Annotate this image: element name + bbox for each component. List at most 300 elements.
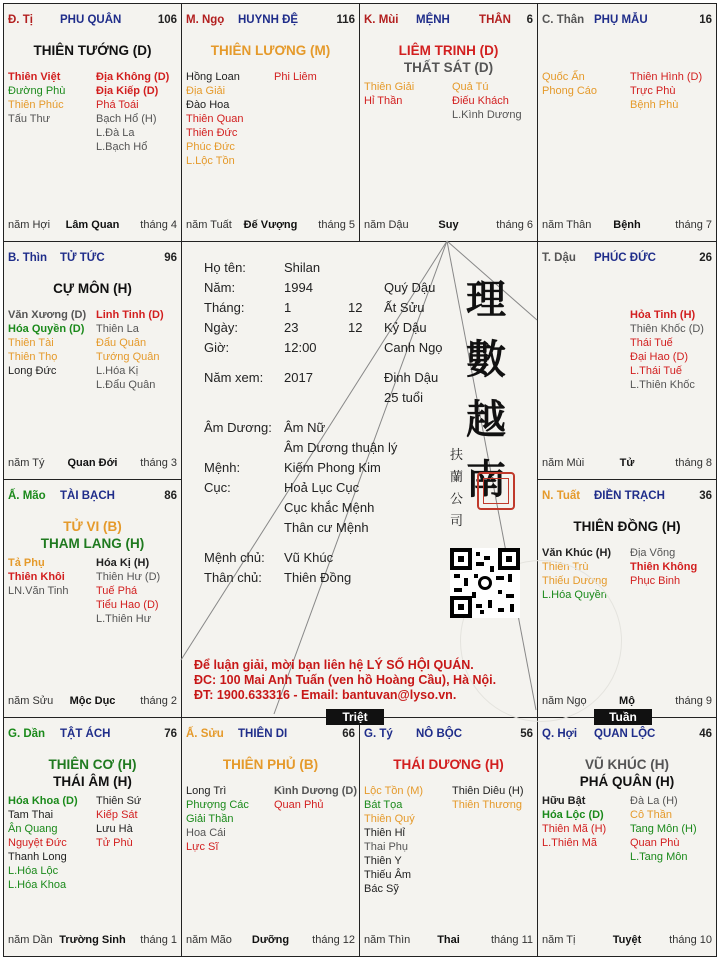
minor-star: Thiên Thọ — [8, 351, 58, 363]
minor-stars-left — [8, 70, 65, 126]
minor-star: L.Hóa Lộc — [8, 865, 59, 877]
main-stars — [360, 42, 537, 76]
palace-header — [364, 14, 533, 30]
palace-branch: Q. Hợi — [542, 728, 578, 740]
minor-stars-left — [364, 80, 414, 108]
minor-star: Thiên Hình (D) — [630, 71, 703, 83]
main-stars — [4, 518, 181, 552]
info-value: 23 — [284, 320, 299, 335]
minor-stars-right — [630, 794, 697, 864]
minor-star: Hóa Quyền (D) — [8, 323, 85, 335]
palace-month: tháng 6 — [496, 219, 533, 231]
palace-header — [8, 490, 177, 506]
minor-star: Long Đức — [8, 365, 57, 377]
palace-number: 106 — [157, 14, 177, 26]
minor-star: Thiên Giải — [364, 81, 415, 93]
minor-star: L.Hóa Khoa — [8, 879, 67, 891]
info-label: Âm Dương: — [204, 420, 272, 435]
info-label: Tháng: — [204, 300, 245, 315]
qr-code[interactable] — [450, 548, 520, 618]
minor-star: L.Đẩu Quân — [96, 379, 156, 391]
minor-stars-right — [96, 308, 164, 392]
minor-star: Phượng Các — [186, 799, 249, 811]
minor-star: LN.Văn Tinh — [8, 585, 69, 597]
minor-star: L.Tang Môn — [630, 851, 688, 863]
minor-star: Địa Giải — [186, 85, 226, 97]
minor-stars-left — [186, 784, 249, 854]
palace-month: tháng 9 — [675, 695, 712, 707]
minor-star: Thiên Không — [630, 561, 698, 573]
palace-name: PHÚC ĐỨC — [594, 252, 656, 264]
minor-star: Đường Phù — [8, 85, 66, 97]
minor-star: Quan Phủ — [274, 799, 324, 811]
minor-star: Tuế Phá — [96, 585, 138, 597]
main-star: THÁI ÂM (H) — [53, 774, 132, 789]
main-stars — [538, 518, 716, 535]
palace-year: năm Mão — [186, 934, 232, 946]
palace-number: 16 — [699, 14, 712, 26]
info-value: Cục khắc Mệnh — [284, 500, 375, 515]
minor-star: Nguyệt Đức — [8, 837, 67, 849]
minor-stars-left — [542, 70, 597, 98]
info-value: 2017 — [284, 370, 313, 385]
palace-branch: K. Mùi — [364, 14, 399, 26]
palace-year: năm Ngọ — [542, 695, 587, 707]
palace-month: tháng 5 — [318, 219, 355, 231]
main-star: THIÊN TƯỚNG (D) — [33, 43, 152, 58]
minor-stars-left — [364, 784, 423, 896]
minor-star: L.Thiên Khốc — [630, 379, 695, 391]
minor-star: Tang Môn (H) — [630, 823, 697, 835]
palace-stage: Đế Vượng — [243, 219, 298, 231]
palace-year: năm Hợi — [8, 219, 51, 231]
minor-star: Phúc Đức — [186, 141, 235, 153]
minor-star: Tả Phụ — [8, 557, 45, 569]
palace-dau[interactable] — [537, 241, 717, 480]
minor-star: Thiên Diêu (H) — [452, 785, 524, 797]
minor-star: Địa Không (D) — [96, 71, 170, 83]
info-label: Ngày: — [204, 320, 238, 335]
info-value: Thân cư Mệnh — [284, 520, 369, 535]
minor-star: Hỏa Tinh (H) — [630, 309, 696, 321]
main-stars — [4, 280, 181, 297]
palace-number: 86 — [164, 490, 177, 502]
info-value-canchi: Ất Sửu — [384, 300, 425, 315]
palace-mao[interactable] — [3, 479, 182, 718]
minor-star: Kiếp Sát — [96, 809, 138, 821]
main-star: VŨ KHÚC (H) — [585, 757, 669, 772]
minor-star: Hoa Cái — [186, 827, 226, 839]
main-star: THIÊN CƠ (H) — [48, 757, 137, 772]
minor-star: Thiên Sứ — [96, 795, 142, 807]
palace-header — [186, 728, 355, 744]
palace-number: 96 — [164, 252, 177, 264]
minor-star: Thiên Quý — [364, 813, 415, 825]
palace-number: 66 — [342, 728, 355, 740]
seal-char-2: 蘭 — [450, 470, 464, 485]
main-star: THAM LANG (H) — [40, 536, 145, 551]
calligraphy-char-2: 數 — [466, 336, 506, 383]
palace-name: THIÊN DI — [238, 728, 288, 740]
minor-stars-right — [630, 546, 697, 588]
palace-year: năm Mùi — [542, 457, 585, 469]
palace-footer — [542, 934, 712, 948]
palace-header — [542, 252, 712, 268]
minor-star: Thai Phụ — [364, 841, 409, 853]
main-stars — [360, 756, 537, 773]
palace-header — [8, 728, 177, 744]
main-star: THÁI DƯƠNG (H) — [393, 757, 504, 772]
palace-branch: G. Tý — [364, 728, 393, 740]
palace-hoi[interactable] — [537, 717, 717, 957]
palace-name: MỆNH — [416, 14, 450, 26]
info-value-canchi: Kỷ Dậu — [384, 320, 427, 335]
info-value: Kiếm Phong Kim — [284, 460, 381, 475]
palace-footer — [364, 219, 533, 233]
seal-char-3: 公 — [450, 492, 464, 507]
minor-star: Linh Tinh (D) — [96, 309, 164, 321]
minor-star: Phá Toái — [96, 99, 139, 111]
palace-header — [364, 728, 533, 744]
minor-star: L.Hóa Quyền — [542, 589, 607, 601]
palace-year: năm Tý — [8, 457, 45, 469]
minor-star: Thiên Hỉ — [364, 827, 405, 839]
minor-star: Lưu Hà — [96, 823, 133, 835]
palace-year: năm Thân — [542, 219, 592, 231]
minor-star: Hóa Lộc (D) — [542, 809, 604, 821]
minor-star: Hóa Kị (H) — [96, 557, 150, 569]
palace-footer — [542, 219, 712, 233]
main-star: LIÊM TRINH (D) — [398, 43, 499, 58]
minor-star: Phong Cáo — [542, 85, 598, 97]
minor-star: L.Thái Tuế — [630, 365, 682, 377]
minor-star: Bệnh Phù — [630, 99, 679, 111]
red-seal-stamp — [477, 472, 515, 510]
contact-line-1: Để luận giải, mời bạn liên hệ LÝ SỐ HỘI QUÁN. — [194, 658, 474, 672]
palace-footer — [8, 934, 177, 948]
info-label: Họ tên: — [204, 260, 246, 275]
minor-star: Thiên Trù — [542, 561, 589, 573]
info-label: Năm: — [204, 280, 236, 295]
minor-stars-right — [96, 70, 169, 154]
minor-star: Trực Phù — [630, 85, 676, 97]
palace-header — [186, 14, 355, 30]
palace-number: 116 — [336, 14, 355, 26]
minor-star: Tướng Quân — [96, 351, 160, 363]
info-label: Cục: — [204, 480, 231, 495]
palace-name: TẬT ÁCH — [60, 728, 111, 740]
minor-star: Thiếu Dương — [542, 575, 608, 587]
main-stars — [538, 756, 716, 790]
palace-month: tháng 7 — [675, 219, 712, 231]
calligraphy-char-3: 越 — [466, 396, 506, 443]
minor-star: Thiên Quan — [186, 113, 244, 125]
main-star: THIÊN PHỦ (B) — [222, 757, 319, 772]
palace-year: năm Tị — [542, 934, 576, 946]
minor-star: Văn Khúc (H) — [542, 547, 612, 559]
palace-footer — [186, 219, 355, 233]
main-stars — [182, 756, 359, 773]
minor-star: Bác Sỹ — [364, 883, 399, 895]
palace-stage: Thai — [437, 934, 460, 946]
seal-char-4: 司 — [450, 514, 464, 529]
palace-name: ĐIỀN TRẠCH — [594, 490, 665, 502]
main-star: TỬ VI (B) — [63, 519, 122, 534]
minor-star: Hữu Bật — [542, 795, 586, 807]
main-stars — [4, 756, 181, 790]
minor-star: Thiên Khôi — [8, 571, 65, 583]
minor-star: Quan Phù — [630, 837, 680, 849]
minor-stars-left — [186, 70, 243, 168]
minor-star: L.Lộc Tồn — [186, 155, 235, 167]
minor-star: L.Thiên Hư — [96, 613, 152, 625]
minor-star: Thiên Y — [364, 855, 402, 867]
main-stars — [182, 42, 359, 59]
minor-star: Thanh Long — [8, 851, 67, 863]
minor-stars-right — [274, 70, 317, 84]
minor-star: L.Đà La — [96, 127, 135, 139]
contact-block — [194, 658, 496, 703]
minor-stars-right — [96, 556, 160, 626]
minor-star: Cô Thần — [630, 809, 672, 821]
palace-footer — [186, 934, 355, 948]
minor-star: Thiên Thương — [452, 799, 523, 811]
info-label: Mệnh chủ: — [204, 550, 265, 565]
palace-stage: Dưỡng — [251, 934, 290, 946]
palace-branch: G. Dần — [8, 728, 46, 740]
minor-stars-right — [96, 794, 141, 850]
palace-footer — [8, 457, 177, 471]
palace-stage: Quan Đới — [67, 457, 118, 469]
minor-star: Điếu Khách — [452, 95, 509, 107]
palace-year: năm Dậu — [364, 219, 409, 231]
calligraphy-char-4: 南 — [466, 456, 506, 503]
palace-stage: Tử — [619, 457, 635, 469]
calligraphy-char-1: 理 — [466, 276, 506, 323]
palace-branch: Ấ. Sửu — [186, 728, 224, 740]
info-value: 12:00 — [284, 340, 317, 355]
minor-stars-right — [274, 784, 357, 812]
palace-branch: C. Thân — [542, 14, 585, 26]
minor-stars-right — [452, 80, 522, 122]
minor-star: Bạch Hổ (H) — [96, 113, 157, 125]
minor-star: Thiên La — [96, 323, 139, 335]
minor-star: Thiên Phúc — [8, 99, 64, 111]
main-star: THIÊN ĐỒNG (H) — [573, 519, 681, 534]
tuan-tag: Tuần — [594, 709, 652, 725]
palace-stage: Mộc Dục — [69, 695, 116, 707]
minor-star: Tấu Thư — [8, 113, 51, 125]
palace-stage: Suy — [438, 219, 459, 231]
palace-month: tháng 12 — [312, 934, 355, 946]
palace-number: 6 — [526, 14, 533, 26]
palace-branch: N. Tuất — [542, 490, 581, 502]
palace-stage: Trường Sinh — [59, 934, 126, 946]
info-label: Năm xem: — [204, 370, 264, 385]
triet-tag: Triệt — [326, 709, 384, 725]
palace-dan[interactable] — [3, 717, 182, 957]
minor-star: Thiếu Âm — [364, 869, 412, 881]
minor-stars-right — [630, 70, 702, 112]
palace-footer — [8, 219, 177, 233]
palace-number: 36 — [699, 490, 712, 502]
minor-star: Thiên Việt — [8, 71, 61, 83]
minor-stars-left — [542, 794, 606, 850]
palace-branch: Đ. Tị — [8, 14, 33, 26]
info-label: Giờ: — [204, 340, 230, 355]
minor-star: Thiên Khốc (D) — [630, 323, 704, 335]
minor-star: Đẩu Quân — [96, 337, 147, 349]
palace-mui[interactable] — [359, 3, 538, 242]
info-value-canchi: 25 tuổi — [384, 390, 424, 405]
palace-month: tháng 4 — [140, 219, 177, 231]
palace-name: PHỤ MẪU — [594, 14, 648, 26]
palace-stage: Mộ — [619, 695, 635, 707]
minor-star: L.Bạch Hổ — [96, 141, 148, 153]
seal-char-1: 扶 — [450, 448, 464, 463]
info-value-lunar: 12 — [348, 320, 363, 335]
minor-star: Hỉ Thần — [364, 95, 403, 107]
minor-star: Quốc Ấn — [542, 71, 585, 83]
minor-star: Thiên Tài — [8, 337, 54, 349]
palace-footer — [364, 934, 533, 948]
minor-star: Thiên Đức — [186, 127, 238, 139]
palace-year: năm Tuất — [186, 219, 232, 231]
minor-star: L.Kình Dương — [452, 109, 522, 121]
minor-star: Thái Tuế — [630, 337, 673, 349]
palace-header — [542, 490, 712, 506]
palace-header — [8, 252, 177, 268]
palace-stage: Bệnh — [613, 219, 641, 231]
palace-footer — [8, 695, 177, 709]
palace-than[interactable] — [537, 3, 717, 242]
minor-star: Thiên Hư (D) — [96, 571, 161, 583]
minor-star: Kình Dương (D) — [274, 785, 357, 797]
info-label: Mệnh: — [204, 460, 241, 475]
minor-star: Tiểu Hao (D) — [96, 599, 159, 611]
palace-branch: M. Ngọ — [186, 14, 225, 26]
palace-branch: T. Dậu — [542, 252, 576, 264]
info-value: Vũ Khúc — [284, 550, 334, 565]
info-value-canchi: Quý Dậu — [384, 280, 436, 295]
palace-thin[interactable] — [3, 241, 182, 480]
palace-stage: Tuyệt — [612, 934, 642, 946]
minor-stars-left — [8, 794, 78, 892]
minor-star: Hóa Khoa (D) — [8, 795, 78, 807]
contact-line-2: ĐC: 100 Mai Anh Tuấn (ven hồ Hoàng Cầu), Hà Nội. — [194, 673, 497, 687]
info-value: Hoả Lục Cục — [284, 480, 360, 495]
palace-month: tháng 11 — [490, 934, 533, 946]
palace-ngo[interactable] — [181, 3, 360, 242]
palace-name: TỬ TỨC — [60, 252, 105, 264]
palace-name: TÀI BẠCH — [60, 490, 115, 502]
palace-header — [542, 728, 712, 744]
main-stars — [4, 42, 181, 59]
info-value: Âm Dương thuận lý — [284, 440, 398, 455]
palace-name: HUYNH ĐỆ — [238, 14, 299, 26]
info-value-lunar: 12 — [348, 300, 363, 315]
minor-stars-right — [452, 784, 524, 812]
palace-month: tháng 2 — [140, 695, 177, 707]
palace-number: 76 — [164, 728, 177, 740]
main-star: CỰ MÔN (H) — [53, 281, 132, 296]
palace-year: năm Thìn — [364, 934, 411, 946]
minor-star: Văn Xương (D) — [8, 309, 87, 321]
minor-star: Địa Kiếp (D) — [96, 85, 159, 97]
minor-star: Đại Hao (D) — [630, 351, 689, 363]
palace-name: QUAN LỘC — [594, 728, 656, 740]
minor-star: Đào Hoa — [186, 99, 230, 111]
main-star: PHÁ QUÂN (H) — [579, 774, 675, 789]
info-label: Thân chủ: — [204, 570, 262, 585]
palace-stage: Lâm Quan — [65, 219, 120, 231]
minor-star: Quả Tú — [452, 81, 489, 93]
palace-name: PHU QUÂN — [60, 14, 122, 26]
info-value-canchi: Đinh Dậu — [384, 370, 439, 385]
info-value: Thiên Đồng — [284, 570, 352, 585]
small-seal-text — [450, 445, 466, 533]
info-value: 1 — [284, 300, 292, 315]
palace-body-marker: THÂN — [479, 14, 511, 26]
minor-star: Thiên Mã (H) — [542, 823, 607, 835]
minor-star: Hồng Loan — [186, 71, 240, 83]
minor-star: Phi Liêm — [274, 71, 317, 83]
info-value-canchi: Canh Ngọ — [384, 340, 443, 355]
minor-star: L.Thiên Mã — [542, 837, 598, 849]
main-star: THẤT SÁT (D) — [403, 60, 494, 75]
info-value: Shilan — [284, 260, 321, 275]
minor-star: Địa Võng — [630, 547, 676, 559]
minor-star: Ân Quang — [8, 823, 58, 835]
palace-header — [8, 14, 177, 30]
palace-name: NÔ BỘC — [416, 728, 462, 740]
minor-stars-left — [8, 308, 86, 378]
minor-star: Lực Sĩ — [186, 841, 219, 853]
palace-month: tháng 1 — [140, 934, 177, 946]
minor-star: Long Trì — [186, 785, 227, 797]
minor-star: Bát Tọa — [364, 799, 403, 811]
palace-ty[interactable] — [359, 717, 538, 957]
minor-stars-right — [630, 308, 704, 392]
palace-year: năm Dần — [8, 934, 53, 946]
palace-header — [542, 14, 712, 30]
palace-ti[interactable] — [3, 3, 182, 242]
center-info-panel — [180, 240, 537, 716]
palace-month: tháng 10 — [669, 934, 712, 946]
main-star: THIÊN LƯƠNG (M) — [210, 43, 331, 58]
palace-month: tháng 8 — [675, 457, 712, 469]
palace-year: năm Sửu — [8, 695, 54, 707]
palace-month: tháng 3 — [140, 457, 177, 469]
contact-line-3[interactable]: ĐT: 1900.633316 - Email: bantuvan@lyso.vn. — [194, 688, 457, 702]
minor-star: Phục Binh — [630, 575, 681, 587]
palace-branch: Ấ. Mão — [8, 490, 46, 502]
minor-star: Lộc Tồn (M) — [364, 785, 424, 797]
minor-star: L.Hóa Kị — [96, 365, 139, 377]
palace-number: 46 — [699, 728, 712, 740]
info-value: 1994 — [284, 280, 313, 295]
minor-star: Tam Thai — [8, 809, 54, 821]
palace-number: 26 — [699, 252, 712, 264]
palace-branch: B. Thìn — [8, 252, 47, 264]
palace-number: 56 — [520, 728, 533, 740]
minor-star: Đà La (H) — [630, 795, 678, 807]
minor-star: Giải Thần — [186, 813, 234, 825]
info-value: Âm Nữ — [284, 420, 326, 435]
palace-footer — [542, 457, 712, 471]
palace-suu[interactable] — [181, 717, 360, 957]
minor-stars-left — [8, 556, 69, 598]
